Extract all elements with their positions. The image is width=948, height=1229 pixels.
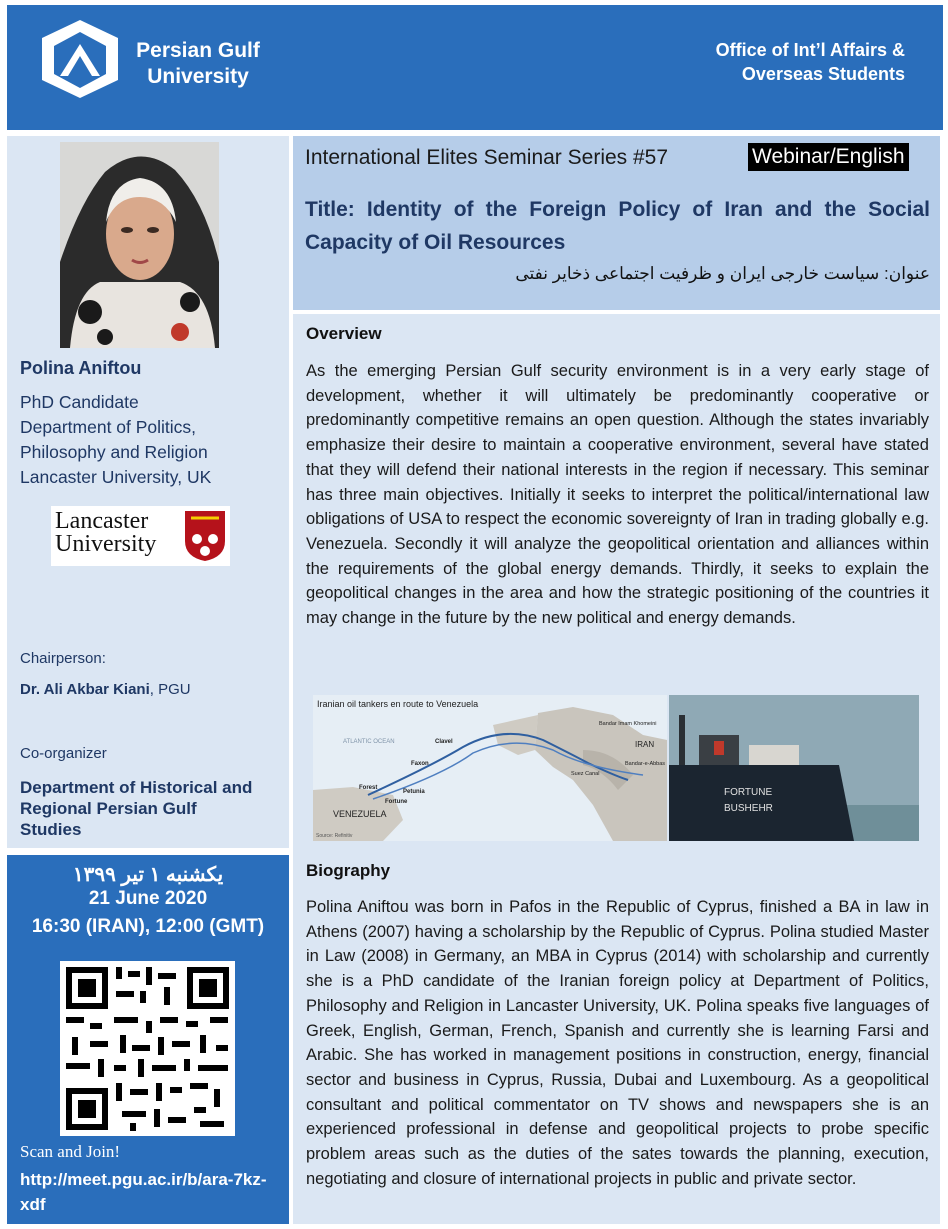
date-persian: یکشنبه ۱ تیر ۱۳۹۹ [72,864,224,886]
seminar-title: Title: Identity of the Foreign Policy of Iran and the Social Capacity of Oil Resources [305,198,930,254]
overview-heading: Overview [306,324,382,343]
ship-label: Forest [359,785,378,791]
ship-label: Fortune [385,799,408,805]
map-source: Source: Refinitiv [316,833,353,839]
scan-label: Scan and Join! [20,1142,121,1161]
port-label: Suez Canal [571,771,600,777]
coorganizer-name: Department of Historical and Regional Persian Gulf Studies [20,778,253,839]
speaker-title-line: Lancaster University, UK [20,467,212,487]
biography-text: Polina Aniftou was born in Pafos in the Republic of Cyprus, finished a BA in law in Athens (2007) having a scholarship by the Republic of Cyprus. Polina studied Master in Law (2008) in Germany, an MBA in Cyprus (2014) with scholarship and currently she is a PhD candidate of the Iranian foreign policy at Department of Politics, Philosophy and Religion in Lancaster University, UK. Polina speaks five languages of Greek, English, German, French, Spanish and currently she is learning Farsi and Arabic. She has worked in management positions in construction, energy, financial sector and business in Cyprus, Russia, Dubai and Luxembourg. As a geopolitical consultant and political commentator on TV shows and newspapers she is an experienced professional in defense and geopolitical projects to probe specific problem areas such as the duties of the sates towards the planning, execution, negotiating and closure of international projects in public and private sector. [306,898,929,1188]
map-iran-label: IRAN [635,740,655,749]
speaker-photo [60,142,219,348]
ship-label: Faxon [411,761,429,767]
speaker-title-line: Department of Politics, [20,417,197,437]
speaker-title-line: Philosophy and Religion [20,442,208,462]
chairperson-label: Chairperson: [20,650,106,667]
speaker-name: Polina Aniftou [20,358,142,378]
lancaster-logo [51,506,230,566]
lancaster-crest-icon [183,509,227,563]
ship-port: BUSHEHR [724,803,773,814]
university-logo-icon [40,18,120,100]
speaker-title-line: PhD Candidate [20,392,139,412]
ship-label: Petunia [403,789,425,795]
tanker-route-map [313,695,667,841]
qr-code-icon[interactable] [60,961,235,1136]
coorganizer-label: Co-organizer [20,745,107,762]
format-badge: Webinar/English [748,143,909,171]
ship-name: FORTUNE [724,787,773,798]
date-english: 21 June 2020 [88,888,208,909]
port-label: Bandar Imam Khomeini [599,721,657,727]
map-caption: Iranian oil tankers en route to Venezuela [317,699,479,709]
port-label: Bandar-e-Abbas [625,761,666,767]
event-time: 16:30 (IRAN), 12:00 (GMT) [31,916,265,937]
overview-text: As the emerging Persian Gulf security environment is in a very early stage of development, whether it will ultimately be predominantly cooperative or predominantly competitive remains an open question. Although the states invariably emphasize their desire to maintain a cooperative environment, several have stated that they will defend their national interests in the region if necessary. This seminar has three main objectives. Initially it seeks to interpret the political/international law obligations of USA to respect the economic sovereignty of Iran in trading globally e.g. Venezuela. Secondly it will analyze the geopolitical orientation and alliances within the requirements of the global energy demands. Thirdly, it seeks to explain the geopolitical changes in the area and how the strategic positioning of the countries it may change in the future by the new political and energy demands. [306,362,929,628]
ship-label: Clavel [435,739,453,745]
map-venezuela-label: VENEZUELA [333,809,387,819]
biography-heading: Biography [306,861,391,880]
seminar-series: International Elites Seminar Series #57 [305,146,669,169]
seminar-title-persian: عنوان: سیاست خارجی ایران و ظرفیت اجتماعی ذخایر نفتی [515,264,930,283]
meeting-link[interactable]: http://meet.pgu.ac.ir/b/ara-7kz-xdf [20,1170,267,1214]
office-name: Office of Int’l Affairs & Overseas Students [715,40,905,84]
tanker-photo [669,695,919,841]
university-name: Persian Gulf University [136,39,260,88]
chairperson-name: Dr. Ali Akbar Kiani, PGU [20,681,191,698]
speaker-titles [20,390,211,490]
lancaster-logo-text: Lancaster University [55,508,157,557]
map-ocean-label: ATLANTIC OCEAN [343,739,395,745]
